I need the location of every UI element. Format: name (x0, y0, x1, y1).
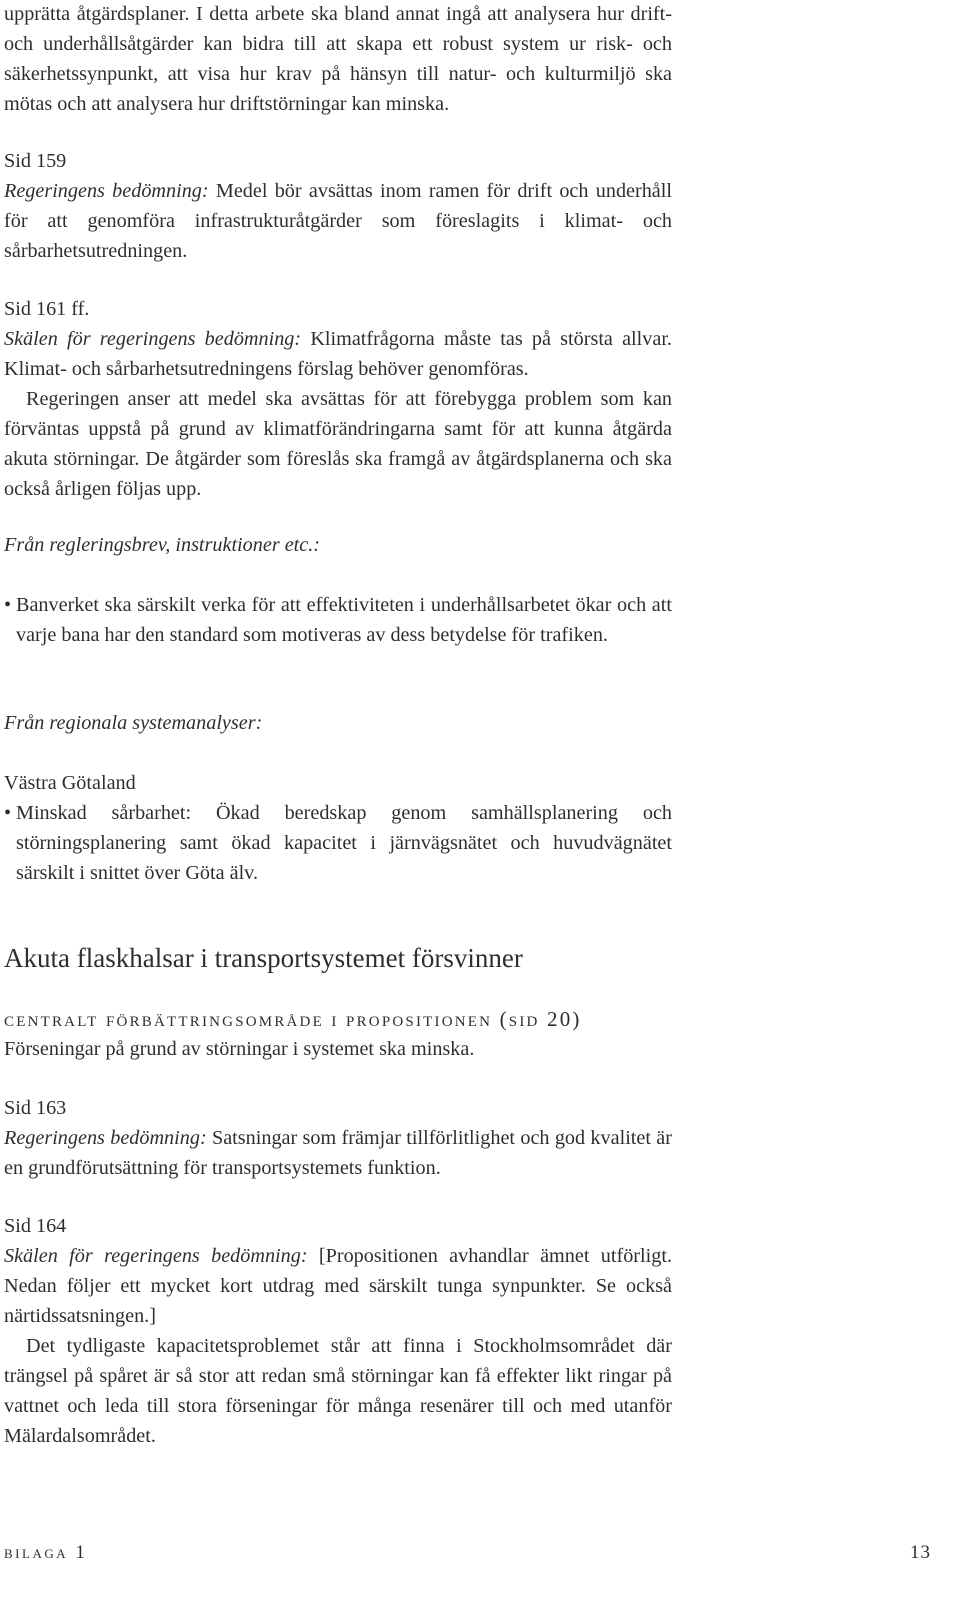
sid-164-lead: Skälen för regeringens bedömning: (4, 1245, 308, 1267)
sid-164-label: Sid 164 (4, 1215, 67, 1237)
bullet-icon: • (4, 594, 12, 616)
sid-161-paragraph-2: Regeringen anser att medel ska avsättas för att förebygga problem som kan förväntas uppstå på grund av klimatförändringarna samt för att kunna åtgärda akuta störningar. De åtgärder som föreslås ska framgå av åtgärdsplanerna och ska också årligen följas upp. (4, 388, 672, 500)
sid-159-lead: Regeringens bedömning: (4, 180, 209, 202)
sid-164-paragraph-2: Det tydligaste kapacitetsproblemet står att finna i Stockholmsområdet där trängsel på spåret är så stor att redan små störningar kan få effekter likt ringar på vattnet och leda till stora förseningar för många resenärer till och med utanför Mälardalsområdet. (4, 1335, 672, 1447)
regionala-heading: Från regionala systemanalyser: (4, 712, 263, 734)
sid-163-text: Satsningar som främjar tillförlitlighet och god kvalitet är en grundförutsättning för transportsystemets funktion. (4, 1127, 672, 1179)
regionala-bullet-text: Minskad sårbarhet: Ökad beredskap genom samhällsplanering och störningsplanering samt ökad kapacitet i järnvägsnätet och huvudvägnätet särskilt i snittet över Göta älv. (16, 802, 672, 884)
sid-161-paragraph (4, 324, 672, 384)
sid-163-lead: Regeringens bedömning: (4, 1127, 207, 1149)
section-summary: Förseningar på grund av störningar i systemet ska minska. (4, 1038, 475, 1060)
sid-161-text: Klimatfrågorna måste tas på största allvar. Klimat- och sårbarhetsutredningens förslag behöver genomföras. (4, 328, 672, 380)
regionala-block (4, 708, 672, 888)
regionala-bullet (4, 798, 672, 888)
sid-164-text: [Propositionen avhandlar ämnet utförligt. Nedan följer ett mycket kort utdrag med särskilt tunga synpunkter. Se också närtidssatsningen.] (4, 1245, 672, 1327)
regleringsbrev-heading: Från regleringsbrev, instruktioner etc.: (4, 534, 321, 556)
page-number: 13 (910, 1542, 931, 1563)
regleringsbrev-bullet (4, 590, 672, 650)
sid-163-paragraph (4, 1123, 672, 1183)
sid-159-text: Medel bör avsättas inom ramen för drift och underhåll för att genomföra infrastrukturåtgärder som föreslagits i klimat- och sårbarhetsutredningen. (4, 180, 672, 262)
sid-163-block (4, 1093, 672, 1183)
sid-159-block (4, 146, 672, 266)
sid-161-block (4, 294, 672, 504)
sid-164-block (4, 1211, 672, 1451)
sid-159-label: Sid 159 (4, 150, 67, 172)
intro-paragraph: upprätta åtgärdsplaner. I detta arbete ska bland annat ingå att analysera hur drift- och underhållsåtgärder kan bidra till att skapa ett robust system ur risk- och säkerhetssynpunkt, att visa hur krav på hänsyn till natur- och kulturmiljö ska mötas och att analysera hur driftstörningar kan minska. (4, 3, 672, 115)
regleringsbrev-block (4, 530, 672, 650)
regleringsbrev-bullet-text: Banverket ska särskilt verka för att effektiviteten i underhållsarbetet ökar och att varje bana har den standard som motiveras av dess betydelse för trafiken. (16, 594, 672, 646)
sid-161-label: Sid 161 ff. (4, 298, 90, 320)
section-subheading: centralt förbättringsområde i propositionen (sid 20) (4, 1007, 582, 1031)
section-heading: Akuta flaskhalsar i transportsystemet försvinner (4, 943, 523, 973)
sid-161-lead: Skälen för regeringens bedömning: (4, 328, 302, 350)
sid-163-label: Sid 163 (4, 1097, 67, 1119)
sid-164-paragraph (4, 1241, 672, 1331)
footer-appendix-label: bilaga 1 (4, 1542, 88, 1563)
sid-159-paragraph (4, 176, 672, 266)
bullet-icon: • (4, 802, 12, 824)
region-label: Västra Götaland (4, 772, 136, 794)
